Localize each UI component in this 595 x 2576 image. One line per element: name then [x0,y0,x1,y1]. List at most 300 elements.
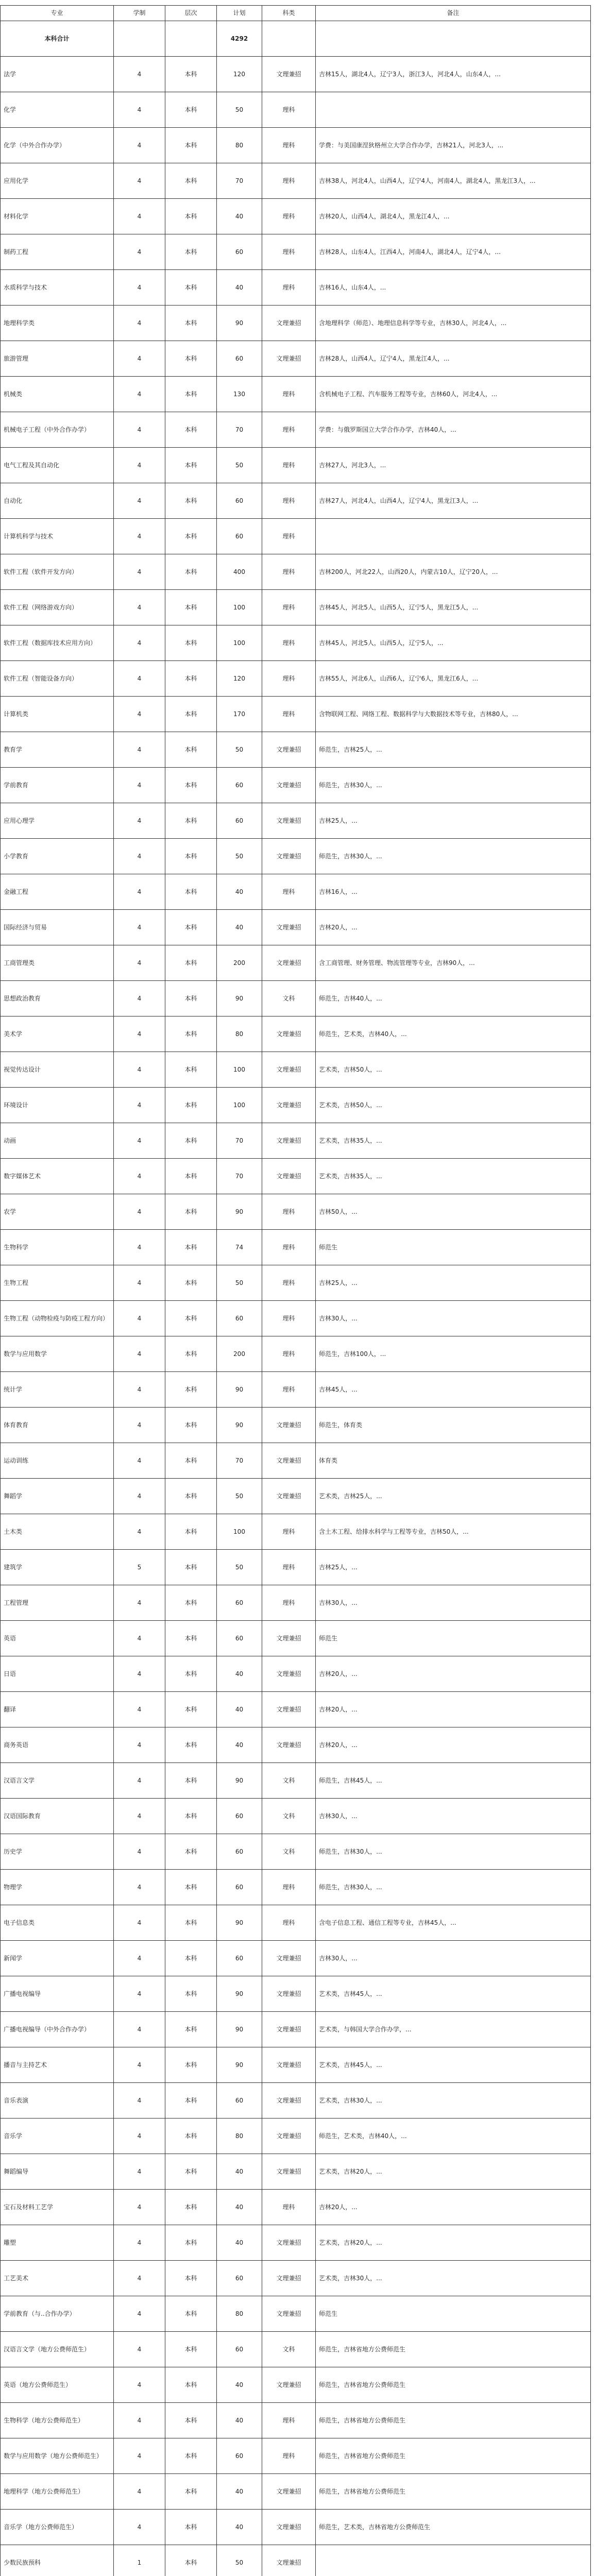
category-cell: 文理兼招 [262,2225,316,2261]
years-cell: 4 [114,377,165,412]
table-row [1,2119,591,2154]
note-cell: 吉林28人，山西4人，辽宁4人，黑龙江4人，... [316,341,591,377]
major-cell: 工商管理类 [1,945,114,981]
plan-cell: 50 [217,1479,262,1514]
category-cell: 理科 [262,2403,316,2438]
column-header-plan: 计划 [217,6,262,21]
years-cell: 4 [114,412,165,448]
note-cell: 吉林20人，... [316,1656,591,1692]
category-cell: 理科 [262,2438,316,2474]
note-cell: 师范生，吉林省地方公费师范生 [316,2403,591,2438]
major-cell: 数学与应用数学（地方公费师范生） [1,2438,114,2474]
major-cell: 翻译 [1,1692,114,1727]
years-cell: 4 [114,1905,165,1941]
plan-cell: 60 [217,1585,262,1621]
plan-cell: 90 [217,1763,262,1799]
category-cell: 理科 [262,874,316,910]
major-cell: 统计学 [1,1372,114,1408]
level-cell: 本科 [165,1514,217,1550]
years-cell: 4 [114,590,165,625]
major-cell: 汉语言文学（地方公费师范生） [1,2332,114,2367]
table-row [1,945,591,981]
table-row [1,306,591,341]
major-cell: 地理科学类 [1,306,114,341]
years-cell: 4 [114,199,165,234]
category-cell: 理科 [262,2190,316,2225]
years-cell: 4 [114,2154,165,2190]
major-cell: 电子信息类 [1,1905,114,1941]
table-row [1,1834,591,1870]
plan-cell: 90 [217,1372,262,1408]
category-cell: 文理兼招 [262,2154,316,2190]
major-cell: 工程管理 [1,1585,114,1621]
level-cell: 本科 [165,803,217,839]
major-cell: 宝石及材料工艺学 [1,2190,114,2225]
plan-cell: 50 [217,1265,262,1301]
category-cell: 文理兼招 [262,1976,316,2012]
plan-cell: 70 [217,1123,262,1159]
major-cell: 广播电视编导 [1,1976,114,2012]
level-cell: 本科 [165,2083,217,2119]
table-row [1,2545,591,2576]
table-row [1,1336,591,1372]
years-cell: 4 [114,768,165,803]
level-cell: 本科 [165,1194,217,1230]
years-cell: 5 [114,1550,165,1585]
category-cell: 理科 [262,1870,316,1905]
plan-cell: 40 [217,199,262,234]
category-cell: 文理兼招 [262,910,316,945]
years-cell: 4 [114,448,165,483]
years-cell: 4 [114,1088,165,1123]
note-cell: 师范生，吉林省地方公费师范生 [316,2367,591,2403]
major-cell: 应用心理学 [1,803,114,839]
table-row [1,128,591,163]
plan-cell: 50 [217,1550,262,1585]
plan-cell: 80 [217,1016,262,1052]
plan-cell: 60 [217,1834,262,1870]
plan-cell: 60 [217,1621,262,1656]
note-cell: 含地理科学（师范）、地理信息科学等专业，吉林30人，河北4人，... [316,306,591,341]
level-cell: 本科 [165,519,217,554]
level-cell: 本科 [165,1870,217,1905]
major-cell: 机械类 [1,377,114,412]
level-cell: 本科 [165,199,217,234]
table-row [1,1088,591,1123]
years-cell: 4 [114,554,165,590]
table-row [1,1514,591,1550]
note-cell: 吉林20人，... [316,910,591,945]
major-cell: 学前教育 [1,768,114,803]
plan-cell: 120 [217,661,262,697]
plan-cell: 74 [217,1230,262,1265]
category-cell: 理科 [262,412,316,448]
summary-row [1,21,591,57]
table-row [1,2367,591,2403]
years-cell: 4 [114,839,165,874]
years-cell: 4 [114,1656,165,1692]
level-cell: 本科 [165,2261,217,2296]
note-cell [316,2545,591,2576]
major-cell: 物理学 [1,1870,114,1905]
table-row [1,2154,591,2190]
major-cell: 农学 [1,1194,114,1230]
category-cell: 文理兼招 [262,1727,316,1763]
major-cell: 动画 [1,1123,114,1159]
major-cell: 电气工程及其自动化 [1,448,114,483]
category-cell: 理科 [262,483,316,519]
years-cell: 4 [114,1230,165,1265]
column-header-years: 学制 [114,6,165,21]
category-cell: 文科 [262,2332,316,2367]
table-body [1,21,591,2576]
plan-cell: 60 [217,519,262,554]
table-row [1,1016,591,1052]
level-cell: 本科 [165,1443,217,1479]
major-cell: 广播电视编导（中外合作办学） [1,2012,114,2047]
level-cell: 本科 [165,1763,217,1799]
table-row [1,2438,591,2474]
note-cell: 师范生，艺术类，吉林40人，... [316,2119,591,2154]
note-cell: 吉林45人，河北5人，山西5人，辽宁5人，黑龙江5人，... [316,590,591,625]
years-cell: 4 [114,1479,165,1514]
note-cell: 艺术类，吉林50人，... [316,1088,591,1123]
major-cell: 水质科学与技术 [1,270,114,306]
years-cell: 4 [114,341,165,377]
category-cell: 文理兼招 [262,57,316,92]
category-cell: 文理兼招 [262,1088,316,1123]
category-cell: 理科 [262,1194,316,1230]
years-cell: 4 [114,2225,165,2261]
note-cell: 吉林27人，河北3人，... [316,448,591,483]
major-cell: 运动训练 [1,1443,114,1479]
plan-cell: 40 [217,2154,262,2190]
major-cell: 音乐学 [1,2119,114,2154]
table-row [1,1870,591,1905]
major-cell: 地理科学（地方公费师范生） [1,2474,114,2510]
note-cell: 艺术类，吉林50人，... [316,1052,591,1088]
note-cell: 吉林45人，... [316,1372,591,1408]
table-row [1,1443,591,1479]
major-cell: 机械电子工程（中外合作办学） [1,412,114,448]
plan-cell: 50 [217,448,262,483]
note-cell: 含电子信息工程、通信工程等专业，吉林45人，... [316,1905,591,1941]
plan-cell: 60 [217,1799,262,1834]
category-cell: 文理兼招 [262,2261,316,2296]
plan-cell: 90 [217,2047,262,2083]
level-cell: 本科 [165,910,217,945]
table-row [1,910,591,945]
note-cell: 师范生，吉林25人，... [316,732,591,768]
major-cell: 国际经济与贸易 [1,910,114,945]
years-cell: 4 [114,2261,165,2296]
years-cell: 4 [114,1443,165,1479]
category-cell: 理科 [262,163,316,199]
major-cell: 思想政治教育 [1,981,114,1016]
major-cell: 软件工程（软件开发方向） [1,554,114,590]
level-cell: 本科 [165,839,217,874]
years-cell: 4 [114,1941,165,1976]
table-row [1,2190,591,2225]
major-cell: 商务英语 [1,1727,114,1763]
note-cell: 吉林30人，... [316,1799,591,1834]
note-cell: 吉林38人，河北4人，山西4人，辽宁4人，河南4人，湖北4人，黑龙江3人，... [316,163,591,199]
note-cell: 师范生，吉林45人，... [316,1763,591,1799]
level-cell: 本科 [165,554,217,590]
table-row [1,768,591,803]
table-row [1,625,591,661]
years-cell: 4 [114,2367,165,2403]
note-cell: 师范生，艺术类，吉林40人，... [316,1016,591,1052]
level-cell: 本科 [165,2154,217,2190]
level-cell: 本科 [165,2474,217,2510]
table-row [1,57,591,92]
level-cell: 本科 [165,1052,217,1088]
category-cell: 文科 [262,1799,316,1834]
major-cell: 建筑学 [1,1550,114,1585]
level-cell: 本科 [165,2012,217,2047]
table-row [1,1799,591,1834]
plan-cell: 40 [217,910,262,945]
table-row [1,803,591,839]
years-cell: 4 [114,2119,165,2154]
level-cell: 本科 [165,1621,217,1656]
major-cell: 数字媒体艺术 [1,1159,114,1194]
table-row [1,2296,591,2332]
plan-cell: 90 [217,1905,262,1941]
table-row [1,519,591,554]
level-cell: 本科 [165,1834,217,1870]
table-row [1,2261,591,2296]
plan-cell: 200 [217,945,262,981]
major-cell: 英语 [1,1621,114,1656]
table-row [1,554,591,590]
summary-note-cell [316,21,591,57]
table-row [1,1585,591,1621]
years-cell: 4 [114,732,165,768]
years-cell: 4 [114,2083,165,2119]
major-cell: 计算机类 [1,697,114,732]
column-header-level: 层次 [165,6,217,21]
plan-cell: 40 [217,2367,262,2403]
years-cell: 4 [114,1834,165,1870]
level-cell: 本科 [165,1799,217,1834]
level-cell: 本科 [165,1336,217,1372]
note-cell: 吉林200人，河北22人，山西20人，内蒙古10人，辽宁20人，... [316,554,591,590]
note-cell: 艺术类，与韩国大学合作办学，... [316,2012,591,2047]
level-cell: 本科 [165,1088,217,1123]
plan-cell: 60 [217,2438,262,2474]
level-cell: 本科 [165,2296,217,2332]
major-cell: 视觉传达设计 [1,1052,114,1088]
note-cell: 艺术类，吉林45人，... [316,1976,591,2012]
category-cell: 文理兼招 [262,2012,316,2047]
plan-cell: 40 [217,1656,262,1692]
table-row [1,270,591,306]
years-cell: 4 [114,1870,165,1905]
category-cell: 文科 [262,1763,316,1799]
note-cell: 师范生，吉林30人，... [316,768,591,803]
plan-cell: 60 [217,803,262,839]
level-cell: 本科 [165,1550,217,1585]
category-cell: 理科 [262,1336,316,1372]
category-cell: 文理兼招 [262,2474,316,2510]
major-cell: 环境设计 [1,1088,114,1123]
plan-cell: 60 [217,341,262,377]
major-cell: 汉语言文学 [1,1763,114,1799]
years-cell: 4 [114,1052,165,1088]
note-cell: 师范生，吉林30人，... [316,1870,591,1905]
years-cell: 4 [114,270,165,306]
plan-cell: 40 [217,2225,262,2261]
category-cell: 文理兼招 [262,1621,316,1656]
note-cell: 吉林15人，湖北4人，辽宁3人，浙江3人，河北4人，山东4人，... [316,57,591,92]
level-cell: 本科 [165,1976,217,2012]
table-row [1,1905,591,1941]
note-cell: 艺术类，吉林30人，... [316,2083,591,2119]
note-cell: 含物联网工程、网络工程、数据科学与大数据技术等专业，吉林80人，... [316,697,591,732]
category-cell: 文理兼招 [262,306,316,341]
table-row [1,1265,591,1301]
table-row [1,1123,591,1159]
note-cell: 艺术类，吉林30人，... [316,2261,591,2296]
note-cell: 师范生，吉林省地方公费师范生 [316,2438,591,2474]
note-cell: 吉林50人，... [316,1194,591,1230]
table-row [1,874,591,910]
plan-cell: 90 [217,306,262,341]
plan-cell: 60 [217,234,262,270]
years-cell: 4 [114,1976,165,2012]
major-cell: 软件工程（智能设备方向） [1,661,114,697]
level-cell: 本科 [165,2225,217,2261]
years-cell: 4 [114,1372,165,1408]
level-cell: 本科 [165,2438,217,2474]
table-row [1,2403,591,2438]
major-cell: 新闻学 [1,1941,114,1976]
table-row [1,1941,591,1976]
level-cell: 本科 [165,732,217,768]
level-cell: 本科 [165,341,217,377]
note-cell: 艺术类，吉林25人，... [316,1479,591,1514]
column-header-category: 科类 [262,6,316,21]
category-cell: 文理兼招 [262,839,316,874]
category-cell: 理科 [262,1905,316,1941]
plan-cell: 70 [217,163,262,199]
years-cell: 4 [114,1159,165,1194]
level-cell: 本科 [165,163,217,199]
years-cell: 4 [114,128,165,163]
level-cell: 本科 [165,874,217,910]
category-cell: 文理兼招 [262,1479,316,1514]
years-cell: 4 [114,1408,165,1443]
years-cell: 4 [114,910,165,945]
category-cell: 理科 [262,234,316,270]
level-cell: 本科 [165,1656,217,1692]
level-cell: 本科 [165,2332,217,2367]
plan-cell: 90 [217,1194,262,1230]
table-row [1,697,591,732]
plan-cell: 170 [217,697,262,732]
major-cell: 材料化学 [1,199,114,234]
table-row [1,377,591,412]
note-cell: 吉林16人，... [316,874,591,910]
table-row [1,1408,591,1443]
major-cell: 舞蹈学 [1,1479,114,1514]
major-cell: 教育学 [1,732,114,768]
table-row [1,839,591,874]
plan-cell: 90 [217,1976,262,2012]
plan-cell: 90 [217,2012,262,2047]
category-cell: 文理兼招 [262,1052,316,1088]
plan-cell: 70 [217,412,262,448]
major-cell: 音乐表演 [1,2083,114,2119]
category-cell: 文理兼招 [262,2119,316,2154]
category-cell: 文理兼招 [262,2367,316,2403]
major-cell: 法学 [1,57,114,92]
level-cell: 本科 [165,1372,217,1408]
major-cell: 学前教育（与..合作办学） [1,2296,114,2332]
note-cell: 师范生，艺术类，吉林省地方公费师范生 [316,2510,591,2545]
note-cell: 吉林20人，山西4人，湖北4人，黑龙江4人，... [316,199,591,234]
table-row [1,1550,591,1585]
level-cell: 本科 [165,483,217,519]
table-row [1,1479,591,1514]
header-row [1,6,591,21]
years-cell: 4 [114,1123,165,1159]
level-cell: 本科 [165,1265,217,1301]
years-cell: 4 [114,874,165,910]
category-cell: 文理兼招 [262,1408,316,1443]
category-cell: 理科 [262,1301,316,1336]
plan-cell: 80 [217,2296,262,2332]
note-cell: 吉林25人，... [316,1550,591,1585]
table-row [1,2474,591,2510]
note-cell: 师范生，吉林100人，... [316,1336,591,1372]
note-cell: 吉林45人，河北5人，山西5人，辽宁5人，... [316,625,591,661]
years-cell: 4 [114,1514,165,1550]
level-cell: 本科 [165,1479,217,1514]
major-cell: 土木类 [1,1514,114,1550]
plan-cell: 50 [217,732,262,768]
level-cell: 本科 [165,2545,217,2576]
plan-cell: 40 [217,270,262,306]
years-cell: 4 [114,1336,165,1372]
major-cell: 工艺美术 [1,2261,114,2296]
major-cell: 小学教育 [1,839,114,874]
major-cell: 雕塑 [1,2225,114,2261]
major-cell: 播音与主持艺术 [1,2047,114,2083]
plan-cell: 50 [217,2545,262,2576]
note-cell: 师范生，吉林省地方公费师范生 [316,2332,591,2367]
plan-cell: 60 [217,768,262,803]
category-cell: 文理兼招 [262,2510,316,2545]
note-cell: 吉林28人，山东4人，江西4人，河南4人，湖北4人，辽宁4人，... [316,234,591,270]
level-cell: 本科 [165,234,217,270]
table-row [1,92,591,128]
category-cell: 文理兼招 [262,803,316,839]
table-row [1,2332,591,2367]
category-cell: 文理兼招 [262,2083,316,2119]
years-cell: 4 [114,2332,165,2367]
plan-cell: 130 [217,377,262,412]
level-cell: 本科 [165,945,217,981]
years-cell: 4 [114,1799,165,1834]
plan-cell: 70 [217,1159,262,1194]
category-cell: 理科 [262,448,316,483]
note-cell: 师范生，吉林省地方公费师范生 [316,2474,591,2510]
note-cell: 吉林30人，... [316,1301,591,1336]
category-cell: 理科 [262,697,316,732]
